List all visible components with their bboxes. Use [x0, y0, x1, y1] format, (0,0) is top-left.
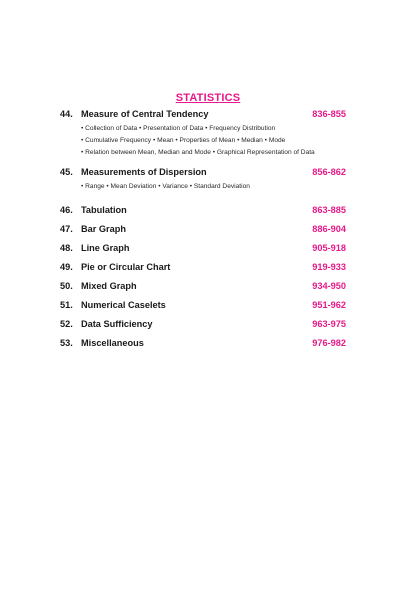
chapter-51	[60, 299, 346, 312]
chapter-number: 48.	[60, 243, 73, 253]
chapter-number: 44.	[60, 109, 73, 119]
chapter-title: Bar Graph	[81, 224, 126, 234]
chapter-45	[60, 166, 346, 193]
table-of-contents	[60, 108, 346, 350]
chapter-pages: 863-885	[312, 205, 346, 215]
chapter-number: 47.	[60, 224, 73, 234]
chapter-pages: 886-904	[312, 224, 346, 234]
chapter-title: Mixed Graph	[81, 281, 137, 291]
chapter-pages: 905-918	[312, 243, 346, 253]
chapter-number: 49.	[60, 262, 73, 272]
chapter-number: 51.	[60, 300, 73, 310]
chapter-number: 50.	[60, 281, 73, 291]
chapter-53	[60, 337, 346, 350]
chapter-pages: 976-982	[312, 338, 346, 348]
chapter-title: Data Sufficiency	[81, 319, 153, 329]
chapter-pages: 963-975	[312, 319, 346, 329]
chapter-pages: 836-855	[312, 109, 346, 119]
chapter-subtopics: • Cumulative Frequency • Mean • Properties of Mean • Median • Mode	[81, 137, 286, 144]
chapter-number: 45.	[60, 167, 73, 177]
chapter-number: 53.	[60, 338, 73, 348]
chapter-pages: 856-862	[312, 167, 346, 177]
section-title: STATISTICS	[175, 92, 241, 104]
chapter-number: 52.	[60, 319, 73, 329]
chapter-50	[60, 280, 346, 293]
chapter-46	[60, 204, 346, 217]
chapter-title: Miscellaneous	[81, 338, 144, 348]
chapter-title: Numerical Caselets	[81, 300, 166, 310]
chapter-52	[60, 318, 346, 331]
chapter-pages: 934-950	[312, 281, 346, 291]
chapter-47	[60, 223, 346, 236]
chapter-title: Pie or Circular Chart	[81, 262, 171, 272]
chapter-48	[60, 242, 346, 255]
chapter-subtopics: • Relation between Mean, Median and Mode • Graphical Representation of Data	[81, 149, 315, 156]
chapter-title: Line Graph	[81, 243, 130, 253]
chapter-pages: 951-962	[312, 300, 346, 310]
chapter-subtopics: • Collection of Data • Presentation of Data • Frequency Distribution	[81, 125, 276, 132]
chapter-pages: 919-933	[312, 262, 346, 272]
chapter-title: Tabulation	[81, 205, 127, 215]
chapter-number: 46.	[60, 205, 73, 215]
chapter-44	[60, 108, 346, 159]
chapter-subtopics: • Range • Mean Deviation • Variance • Standard Deviation	[81, 183, 250, 190]
chapter-49	[60, 261, 346, 274]
chapter-title: Measurements of Dispersion	[81, 167, 207, 177]
chapter-title: Measure of Central Tendency	[81, 109, 209, 119]
